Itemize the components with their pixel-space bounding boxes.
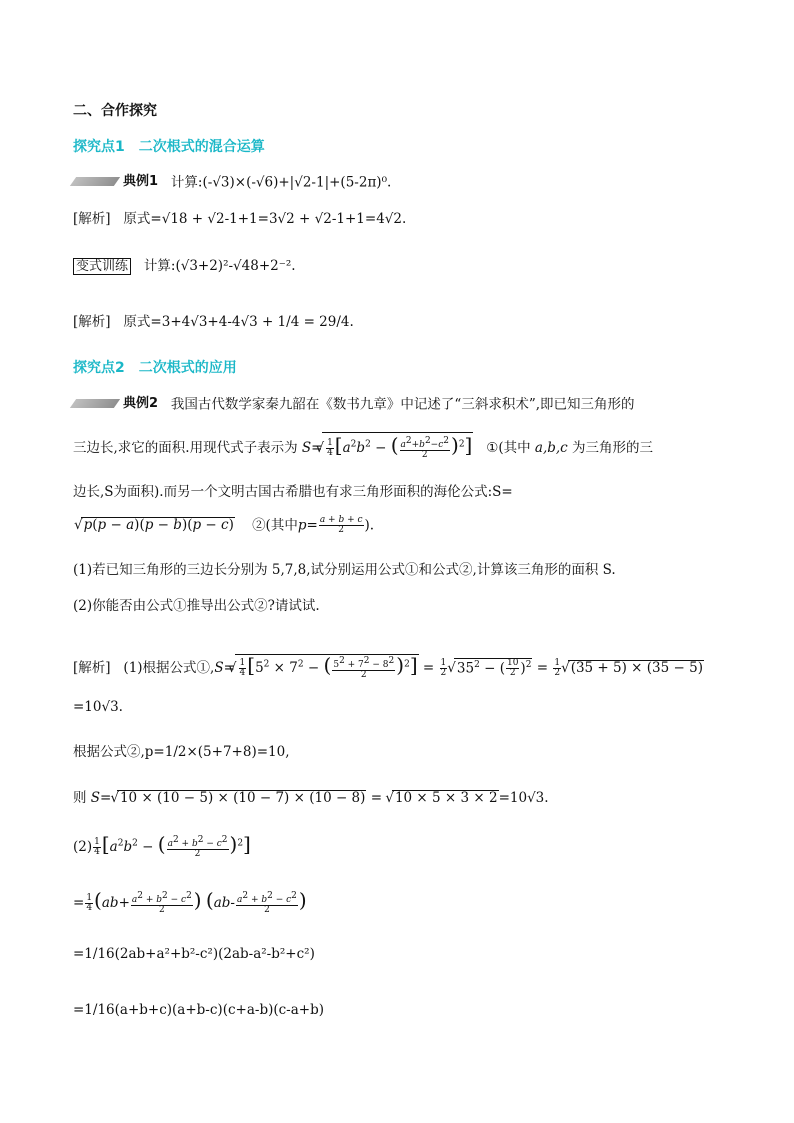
- derivation-step-2: =1/16(2ab+a²+b²-c²)(2ab-a²-b²+c²): [73, 946, 315, 962]
- example-2-line-1: [73, 396, 635, 412]
- example-1-prompt: 计算:: [170, 174, 203, 191]
- example-1-analysis: [73, 211, 406, 227]
- explore-point-2: [73, 360, 237, 377]
- variant-training: [73, 258, 296, 275]
- analysis-label: [解析]: [73, 314, 111, 330]
- question-1: (1)若已知三角形的三边长分别为 5,7,8,试分别运用公式①和公式②,计算该三角形的面积 S.: [73, 562, 616, 578]
- derivation-step-0: (2) $\frac{1}{4}$ [$a^2b^2$ − ( $\frac{a^2 + b^2 - c^2}{2}$ )$^2$]: [73, 832, 251, 859]
- explore-point-1: [73, 139, 265, 156]
- example-1-expr: (-√3)×(-√6)+|√2-1|+(5-2π)⁰.: [202, 174, 392, 191]
- example-2-analysis-1: [解析] (1)根据公式①,S= √ $\frac{1}{4}$ [$5^2 \times 7^2$ − ( $\frac{5^2 + 7^2 - 8^2}{2}$ )$^2$] = $\frac{1}{2}$ √ $35^2$ − ( $\frac{10}{2}$ )$^2$ = $\frac{1}{2}$ √ (35 + 5) × (35 − 5): [73, 654, 704, 680]
- analysis-label: [解析]: [73, 660, 111, 676]
- explore-point-1-label: 探究点1: [73, 139, 125, 155]
- example-bar-icon: [70, 177, 120, 186]
- example-2-analysis-1-result: =10√3.: [73, 699, 123, 715]
- section-title: 二、合作探究: [73, 103, 157, 119]
- derivation-step-3: =1/16(a+b+c)(a+b-c)(c+a-b)(c-a+b): [73, 1002, 325, 1018]
- example-2-tag: 典例2: [73, 396, 158, 412]
- variant-prompt: 计算:: [143, 258, 176, 274]
- analysis-label: [解析]: [73, 211, 111, 227]
- variant-analysis: [73, 314, 354, 330]
- explore-point-1-title: 二次根式的混合运算: [138, 139, 265, 155]
- variant-tag: 变式训练: [73, 258, 131, 275]
- example-2-text: 我国古代数学家秦九韶在《数书九章》中记述了“三斜求积术”,即已知三角形的: [170, 396, 635, 413]
- example-1-tag: 典例1: [73, 174, 158, 190]
- example-2-analysis-3: 则 S=√ 10 × (10 − 5) × (10 − 7) × (10 − 8) = √ 10 × 5 × 3 × 2=10√3.: [73, 790, 549, 806]
- explore-point-2-label: 探究点2: [73, 360, 125, 376]
- explore-point-2-title: 二次根式的应用: [138, 360, 237, 376]
- example-1: [73, 174, 391, 190]
- question-2: (2)你能否由公式①推导出公式②?请试试.: [73, 598, 320, 614]
- example-2-analysis-2: 根据公式②,p=1/2×(5+7+8)=10,: [73, 744, 290, 760]
- variant-solution: 原式=3+4√3+4-4√3 + 1/4 = 29/4.: [123, 314, 354, 330]
- example-2-line-4: √ p(p − a)(p − b)(p − c) ②(其中p= $\frac{a + b + c}{2}$ ).: [73, 516, 374, 536]
- example-bar-icon: [70, 399, 120, 408]
- variant-expr: (√3+2)²-√48+2⁻².: [175, 258, 296, 274]
- example-2-line-2: 三边长,求它的面积.用现代式子表示为 S= √ $\frac{1}{4}$ [$a^2b^2$ − ( $\frac{a^2+b^2-c^2}{2}$ )$^2$] ①(其中 a,b,c 为三角形的三: [73, 432, 653, 460]
- example-1-solution: 原式=√18 + √2-1+1=3√2 + √2-1+1=4√2.: [123, 211, 407, 227]
- example-2-line-3: 边长,S为面积).而另一个文明古国古希腊也有求三角形面积的海伦公式:S=: [73, 484, 513, 500]
- formula-2: √ p(p − a)(p − b)(p − c): [73, 517, 235, 533]
- formula-1: S= √ $\frac{1}{4}$ [$a^2b^2$ − ( $\frac{a^2+b^2-c^2}{2}$ )$^2$]: [302, 440, 473, 456]
- derivation-step-1: = $\frac{1}{4}$ (ab+ $\frac{a^2 + b^2 - c^2}{2}$ ) (ab- $\frac{a^2 + b^2 - c^2}{2}$ ): [73, 888, 307, 915]
